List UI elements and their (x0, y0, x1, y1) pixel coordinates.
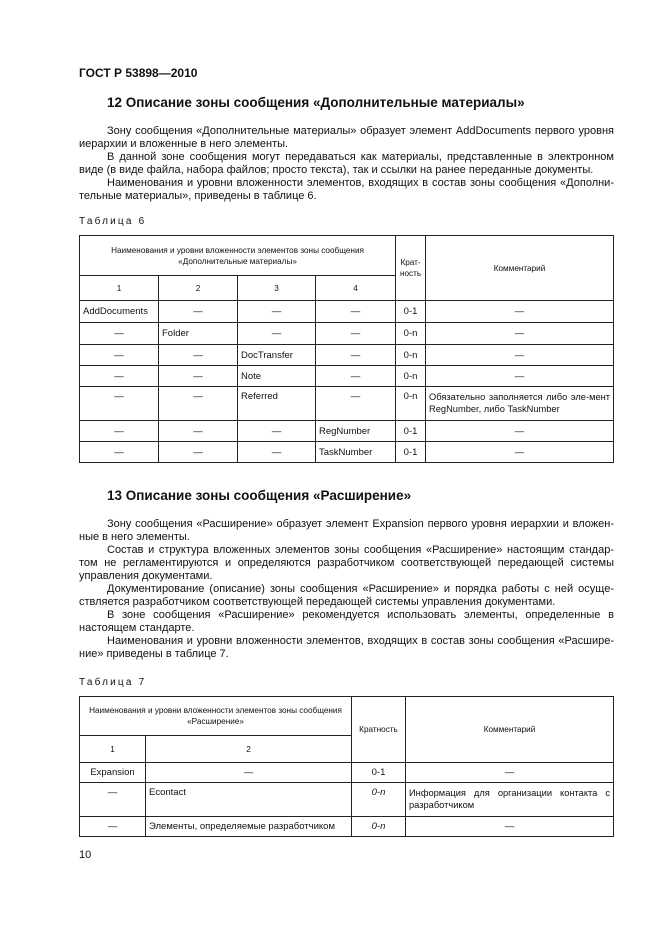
table-6-level-4: 4 (316, 276, 396, 301)
table-cell: — (316, 387, 396, 421)
table-7-group-header: Наименования и уровни вложенности элементов зоны сообщения «Расширение» (80, 697, 352, 736)
table-cell: Folder (159, 323, 238, 345)
table-cell: — (426, 301, 614, 323)
section-13-paragraph-2: Состав и структура вложенных элементов зоны сообщения «Расширение» настоящим стандар- том не регламентируются и определяются разработчиком соответствующей передающей системы управления документами. (79, 544, 614, 582)
table-cell: 0-1 (396, 442, 426, 463)
table-6-comment-header: Комментарий (426, 236, 614, 301)
table-row (80, 763, 614, 783)
section-12-paragraph-1: Зону сообщения «Дополнительные материалы» образует элемент AddDocuments первого уровня иерархии и вложенные в него элементы. (79, 125, 614, 150)
table-cell: — (159, 421, 238, 442)
table-6-multiplicity-header: Крат-ность (396, 236, 426, 301)
table-cell: 0-n (396, 323, 426, 345)
table-cell: — (159, 387, 238, 421)
table-6-level-1: 1 (80, 276, 159, 301)
table-cell: — (80, 323, 159, 345)
table-7-level-2: 2 (146, 736, 352, 763)
table-7-level-1: 1 (80, 736, 146, 763)
table-7-caption: Таблица 7 (79, 677, 147, 688)
table-cell: — (80, 442, 159, 463)
table-cell: — (159, 301, 238, 323)
table-cell: — (238, 301, 316, 323)
table-cell: — (238, 421, 316, 442)
table-cell: — (426, 366, 614, 387)
table-cell: Referred (238, 387, 316, 421)
table-cell: 0-1 (396, 421, 426, 442)
table-6-group-header: Наименования и уровни вложенности элементов зоны сообщения «Дополнительные материалы» (80, 236, 396, 276)
table-cell: — (426, 345, 614, 366)
section-13-title: 13 Описание зоны сообщения «Расширение» (107, 488, 412, 503)
table-row (80, 345, 614, 366)
table-row (80, 366, 614, 387)
table-cell: — (238, 323, 316, 345)
table-row (80, 387, 614, 421)
table-cell: 0-n (396, 366, 426, 387)
table-cell: — (316, 301, 396, 323)
table-cell: 0-1 (396, 301, 426, 323)
table-6-caption: Таблица 6 (79, 216, 147, 227)
table-cell: Expansion (80, 763, 146, 783)
table-cell: AddDocuments (80, 301, 159, 323)
table-cell: TaskNumber (316, 442, 396, 463)
table-cell: Элементы, определяемые разработчиком (146, 817, 352, 837)
table-cell: — (316, 323, 396, 345)
table-cell: — (159, 442, 238, 463)
section-12-title: 12 Описание зоны сообщения «Дополнительные материалы» (107, 95, 525, 110)
section-13-paragraph-5: Наименования и уровни вложенности элементов, входящих в состав зоны сообщения «Расшире- ние» приведены в таблице 7. (79, 635, 614, 660)
table-cell: Note (238, 366, 316, 387)
document-header: ГОСТ Р 53898—2010 (79, 66, 198, 80)
table-cell: — (426, 442, 614, 463)
table-cell: — (159, 345, 238, 366)
table-cell: 0-n (396, 345, 426, 366)
table-cell: 0-n (352, 817, 406, 837)
table-cell: 0-n (396, 387, 426, 421)
table-7-multiplicity-header: Кратность (352, 697, 406, 763)
table-row (80, 323, 614, 345)
table-cell: — (146, 763, 352, 783)
table-cell: Econtact (146, 783, 352, 817)
table-cell: 0-1 (352, 763, 406, 783)
table-cell: — (80, 817, 146, 837)
table-row (80, 301, 614, 323)
table-cell: — (159, 366, 238, 387)
table-cell: — (426, 421, 614, 442)
table-cell: Обязательно заполняется либо эле-мент RegNumber, либо TaskNumber (426, 387, 614, 421)
table-cell: — (316, 345, 396, 366)
table-cell: — (80, 366, 159, 387)
table-cell: 0-n (352, 783, 406, 817)
table-6 (79, 235, 614, 463)
table-cell: — (316, 366, 396, 387)
table-row (80, 783, 614, 817)
section-13-paragraph-4: В зоне сообщения «Расширение» рекомендуется использовать элементы, определенные в настоящем стандарте. (79, 609, 614, 634)
table-row (80, 442, 614, 463)
table-cell: RegNumber (316, 421, 396, 442)
table-cell: — (238, 442, 316, 463)
table-cell: — (80, 387, 159, 421)
table-cell: — (406, 817, 614, 837)
table-row (80, 421, 614, 442)
table-cell: — (426, 323, 614, 345)
table-cell: — (80, 783, 146, 817)
section-13-paragraph-3: Документирование (описание) зоны сообщения «Расширение» и порядка работы с ней осуще- ствляется разработчиком соответствующей передающей системы управления документами. (79, 583, 614, 608)
table-6-level-2: 2 (159, 276, 238, 301)
section-12-paragraph-2: В данной зоне сообщения могут передаваться как материалы, представленные в электронном виде (в виде файла, набора файлов; просто текста), так и ссылки на ранее переданные документы. (79, 151, 614, 176)
page-number: 10 (79, 849, 92, 861)
table-cell: — (80, 421, 159, 442)
table-cell: DocTransfer (238, 345, 316, 366)
table-cell: Информация для организации контакта с разработчиком (406, 783, 614, 817)
table-7 (79, 696, 614, 837)
section-12-paragraph-3: Наименования и уровни вложенности элементов, входящих в состав зоны сообщения «Дополни- тельные материалы», приведены в таблице 6. (79, 177, 614, 202)
table-6-level-3: 3 (238, 276, 316, 301)
section-13-paragraph-1: Зону сообщения «Расширение» образует элемент Expansion первого уровня иерархии и вложен- ные в него элементы. (79, 518, 614, 543)
table-row (80, 817, 614, 837)
table-cell: — (406, 763, 614, 783)
table-7-comment-header: Комментарий (406, 697, 614, 763)
table-cell: — (80, 345, 159, 366)
